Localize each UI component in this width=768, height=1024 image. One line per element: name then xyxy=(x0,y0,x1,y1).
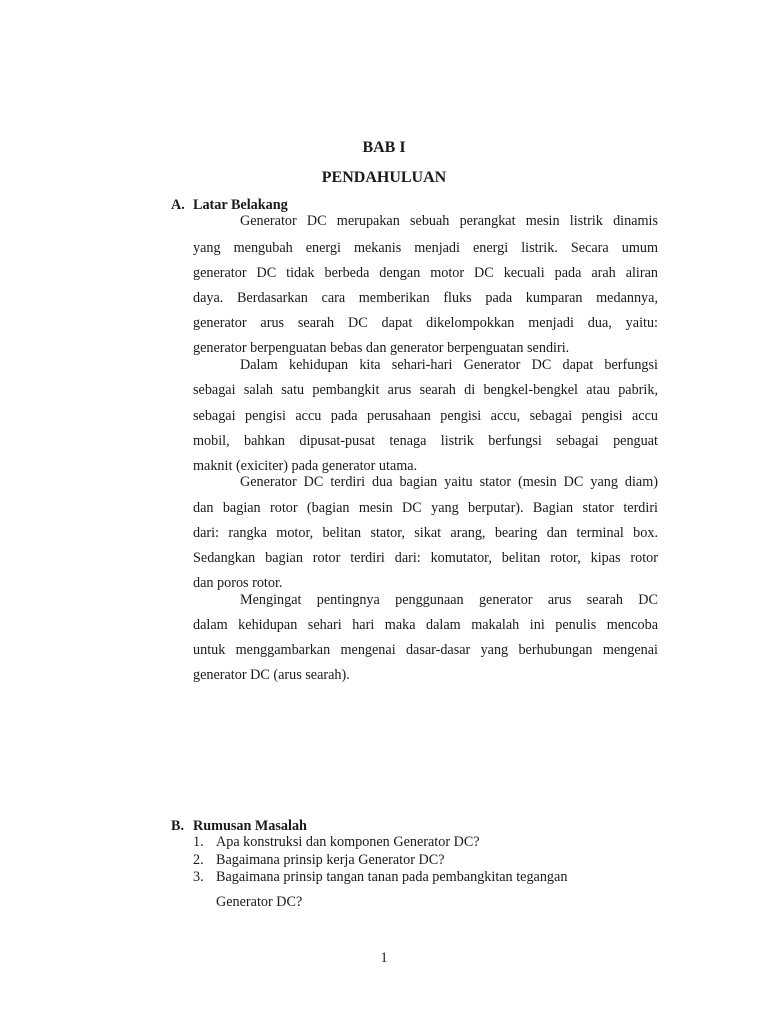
p3-line-3: dari: rangka motor, belitan stator, sikat arang, bearing dan terminal box. xyxy=(193,525,658,541)
list-item-3-continuation: Generator DC? xyxy=(216,894,303,910)
p3-line-1: Generator DC terdiri dua bagian yaitu stator (mesin DC yang diam) xyxy=(240,474,658,490)
section-b-title: Rumusan Masalah xyxy=(193,818,307,834)
list-item-1-text: Apa konstruksi dan komponen Generator DC? xyxy=(216,834,480,850)
p2-line-2: sebagai salah satu pembangkit arus searah di bengkel-bengkel atau pabrik, xyxy=(193,382,658,398)
list-item-3-number: 3. xyxy=(193,869,204,885)
section-b-letter: B. xyxy=(171,818,185,834)
p4-line-4: generator DC (arus searah). xyxy=(193,667,350,683)
chapter-title: PENDAHULUAN xyxy=(321,169,447,186)
p3-line-5: dan poros rotor. xyxy=(193,575,283,591)
p1-line-2: yang mengubah energi mekanis menjadi energi listrik. Secara umum xyxy=(193,240,658,256)
p1-line-5: generator arus searah DC dapat dikelompokkan menjadi dua, yaitu: xyxy=(193,315,658,331)
p2-line-4: mobil, bahkan dipusat-pusat tenaga listrik berfungsi sebagai penguat xyxy=(193,433,658,449)
p2-line-1: Dalam kehidupan kita sehari-hari Generator DC dapat berfungsi xyxy=(240,357,658,373)
p2-line-5: maknit (exiciter) pada generator utama. xyxy=(193,458,418,474)
list-item-2-text: Bagaimana prinsip kerja Generator DC? xyxy=(216,852,445,868)
list-item-1-number: 1. xyxy=(193,834,204,850)
p4-line-1: Mengingat pentingnya penggunaan generator arus searah DC xyxy=(240,592,658,608)
list-item-2-number: 2. xyxy=(193,852,204,868)
p2-line-3: sebagai pengisi accu pada perusahaan pengisi accu, sebagai pengisi accu xyxy=(193,408,658,424)
p4-line-2: dalam kehidupan sehari hari maka dalam makalah ini penulis mencoba xyxy=(193,617,658,633)
p3-line-4: Sedangkan bagian rotor terdiri dari: komutator, belitan rotor, kipas rotor xyxy=(193,550,658,566)
p1-line-3: generator DC tidak berbeda dengan motor DC kecuali pada arah aliran xyxy=(193,265,658,281)
page-number: 1 xyxy=(380,950,388,966)
section-a-title: Latar Belakang xyxy=(193,197,288,213)
chapter-number: BAB I xyxy=(362,139,406,156)
section-a-letter: A. xyxy=(171,197,185,213)
p4-line-3: untuk menggambarkan mengenai dasar-dasar yang berhubungan mengenai xyxy=(193,642,658,658)
p3-line-2: dan bagian rotor (bagian mesin DC yang berputar). Bagian stator terdiri xyxy=(193,500,658,516)
p1-line-1: Generator DC merupakan sebuah perangkat mesin listrik dinamis xyxy=(240,213,658,229)
p1-line-6: generator berpenguatan bebas dan generator berpenguatan sendiri. xyxy=(193,340,570,356)
p1-line-4: daya. Berdasarkan cara memberikan fluks pada kumparan medannya, xyxy=(193,290,658,306)
list-item-3-text: Bagaimana prinsip tangan tanan pada pembangkitan tegangan xyxy=(216,869,568,885)
